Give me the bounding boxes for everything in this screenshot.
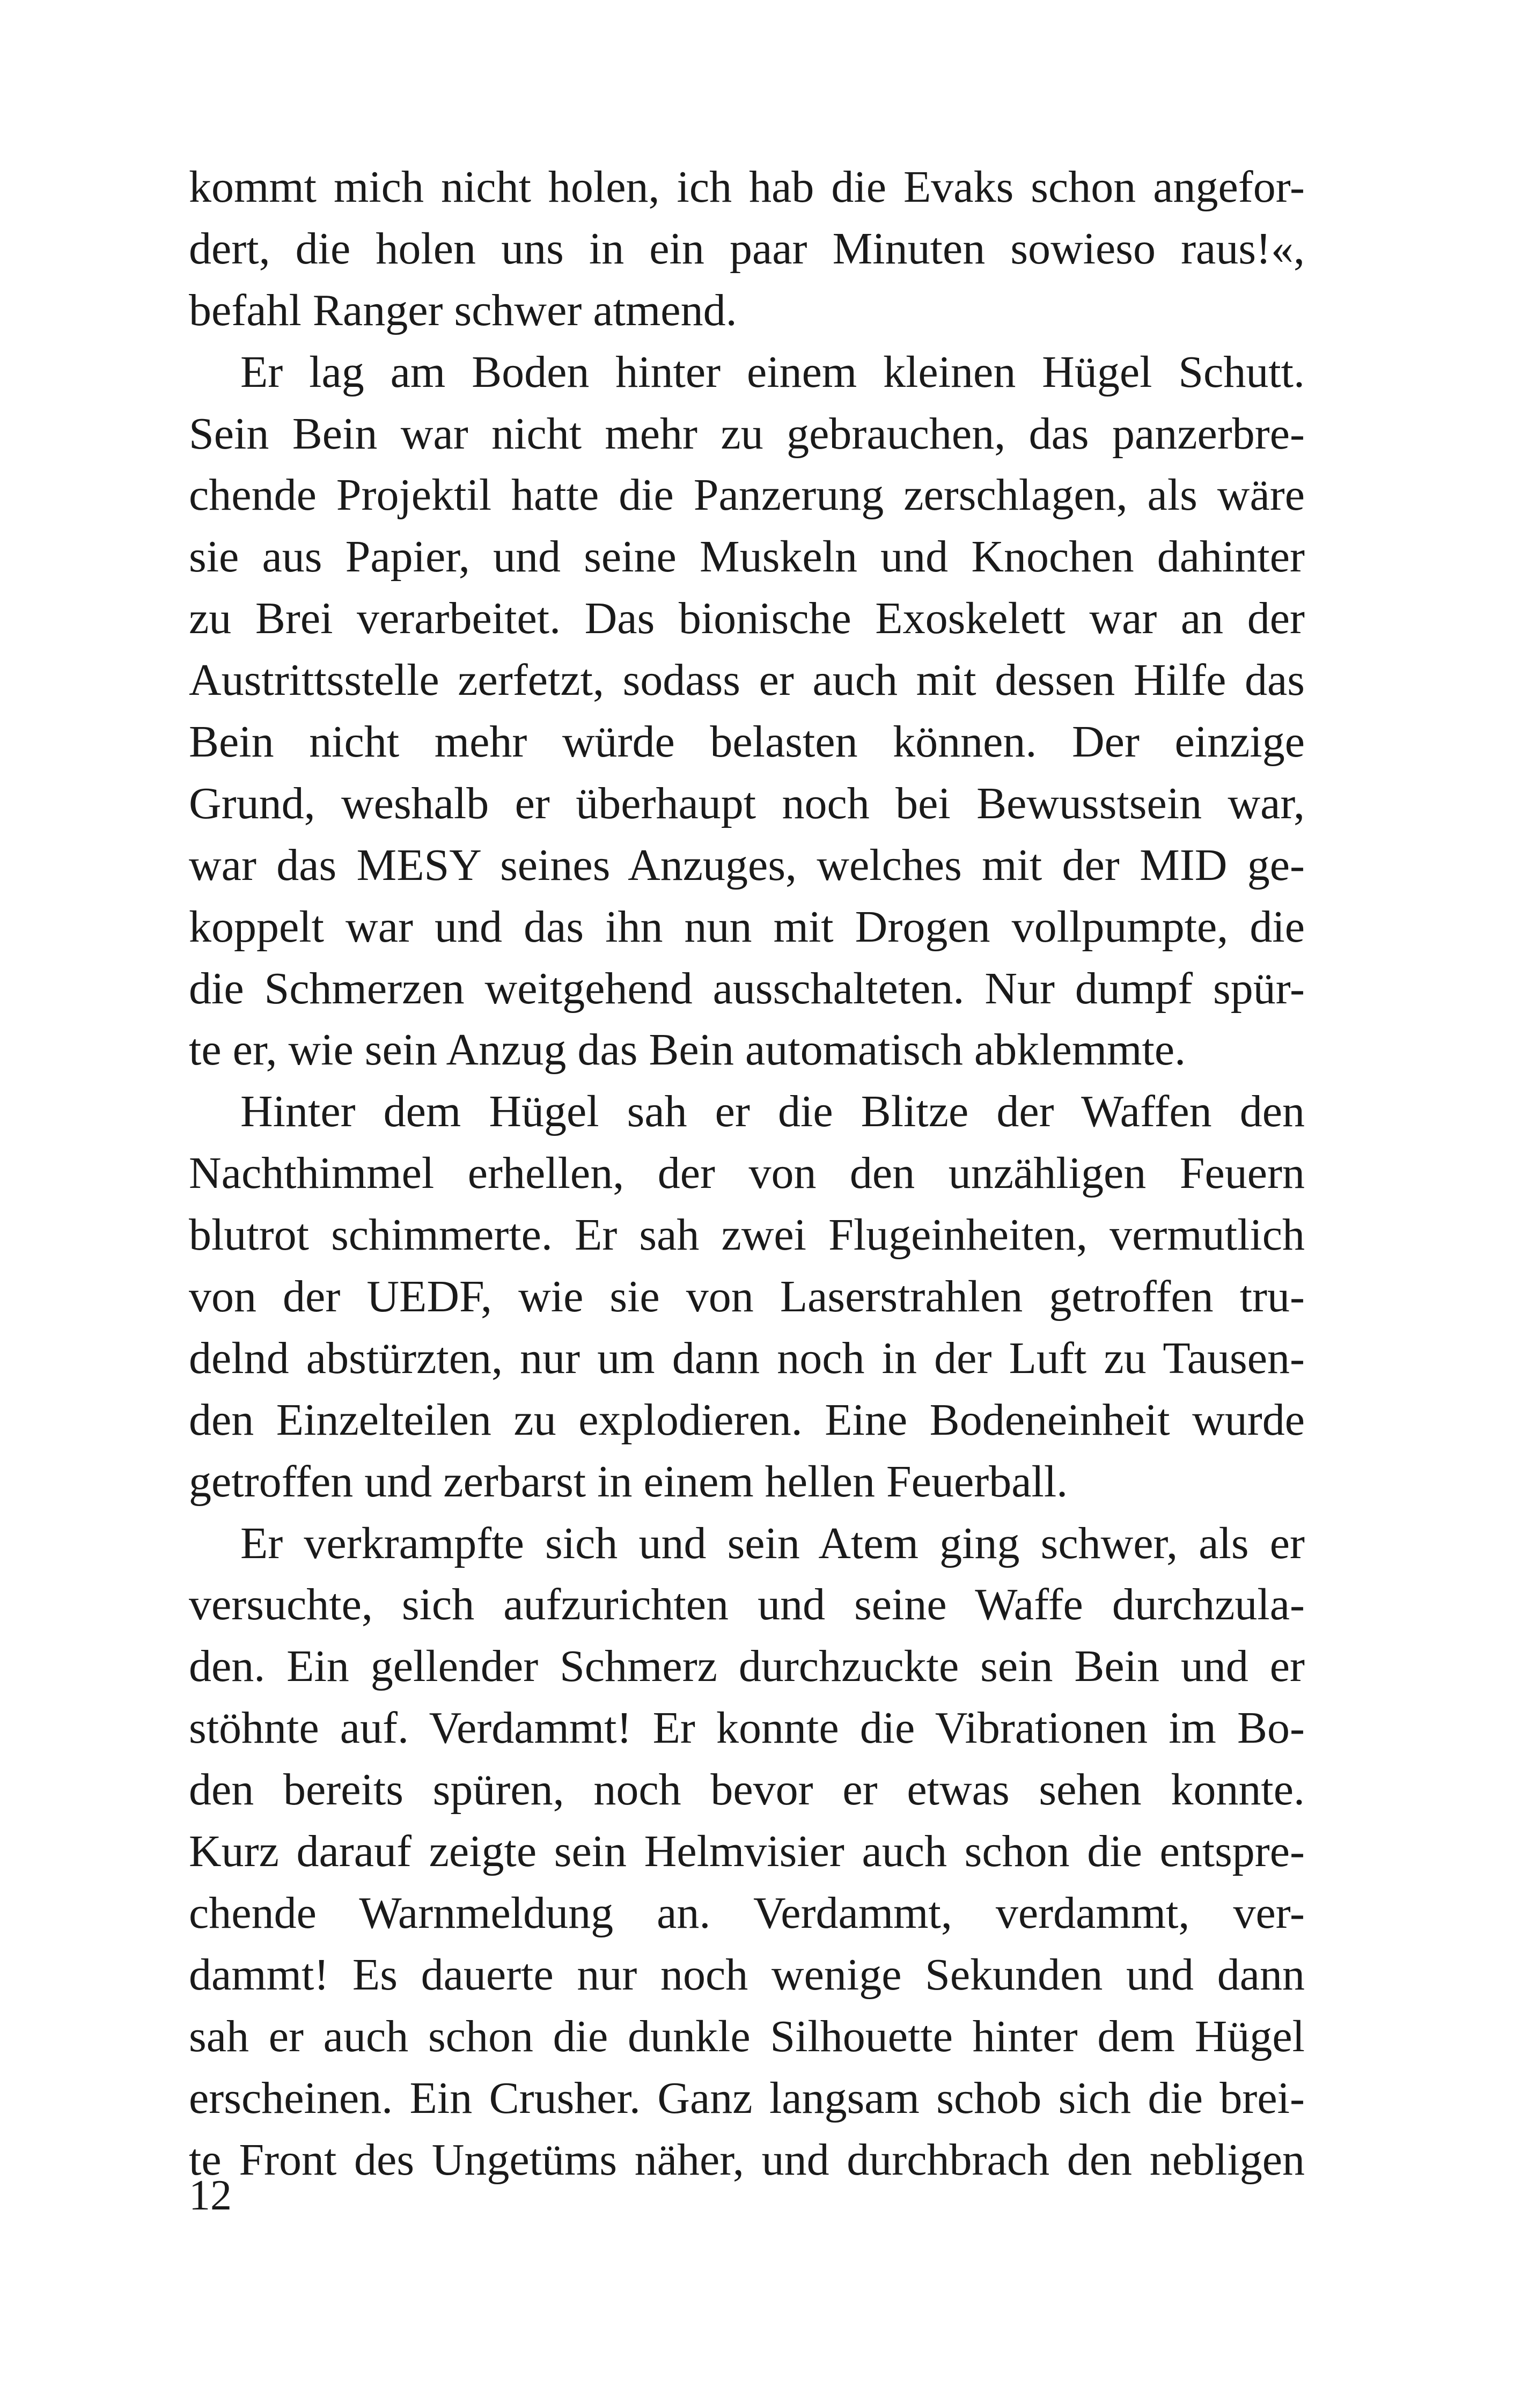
text-line: te er, wie sein Anzug das Bein automatisch abklemmte. (189, 1025, 1186, 1075)
paragraph (189, 157, 1305, 342)
text-line: versuchte, sich aufzurichten und seine Waffe durchzula- (189, 1580, 1305, 1630)
paragraph (189, 342, 1305, 1082)
text-line: dammt! Es dauerte nur noch wenige Sekunden und dann (189, 1949, 1305, 2000)
text-line: erscheinen. Ein Crusher. Ganz langsam schob sich die brei- (189, 2073, 1305, 2123)
text-line: Kurz darauf zeigte sein Helmvisier auch schon die entspre- (189, 1826, 1305, 1877)
page-number: 12 (189, 2172, 232, 2219)
text-line: getroffen und zerbarst in einem hellen Feuerball. (189, 1456, 1068, 1507)
text-line: den Einzelteilen zu explodieren. Eine Bodeneinheit wurde (189, 1394, 1305, 1445)
text-line: befahl Ranger schwer atmend. (189, 285, 737, 335)
text-line: sie aus Papier, und seine Muskeln und Knochen dahinter (189, 532, 1305, 582)
text-line: Hinter dem Hügel sah er die Blitze der Waffen den (240, 1086, 1305, 1137)
text-line: sah er auch schon die dunkle Silhouette hinter dem Hügel (189, 2011, 1305, 2061)
paragraph (189, 1081, 1305, 1513)
text-line: te Front des Ungetüms näher, und durchbrach den nebligen (189, 2134, 1305, 2185)
text-line: den. Ein gellender Schmerz durchzuckte sein Bein und er (189, 1641, 1305, 1692)
text-line: den bereits spüren, noch bevor er etwas sehen konnte. (189, 1765, 1305, 1815)
text-line: stöhnte auf. Verdammt! Er konnte die Vibrationen im Bo- (189, 1703, 1305, 1753)
body-text (189, 157, 1305, 2191)
paragraph (189, 1513, 1305, 2191)
text-line: Austrittsstelle zerfetzt, sodass er auch mit dessen Hilfe das (189, 655, 1305, 706)
text-line: Sein Bein war nicht mehr zu gebrauchen, das panzerbre- (189, 408, 1305, 459)
text-line: von der UEDF, wie sie von Laserstrahlen getroffen tru- (189, 1272, 1305, 1322)
text-line: Bein nicht mehr würde belasten können. Der einzige (189, 717, 1305, 767)
text-line: Er lag am Boden hinter einem kleinen Hügel Schutt. (240, 347, 1305, 397)
text-line: blutrot schimmerte. Er sah zwei Flugeinheiten, vermutlich (189, 1210, 1305, 1260)
text-line: die Schmerzen weitgehend ausschalteten. Nur dumpf spür- (189, 963, 1305, 1014)
text-line: Er verkrampfte sich und sein Atem ging schwer, als er (240, 1518, 1305, 1568)
text-line: dert, die holen uns in ein paar Minuten sowieso raus!«, (189, 223, 1305, 274)
text-line: Grund, weshalb er überhaupt noch bei Bewusstsein war, (189, 778, 1305, 828)
text-line: kommt mich nicht holen, ich hab die Evaks schon angefor- (189, 162, 1305, 212)
text-line: delnd abstürzten, nur um dann noch in der Luft zu Tausen- (189, 1333, 1305, 1383)
text-line: Nachthimmel erhellen, der von den unzähligen Feuern (189, 1148, 1305, 1199)
text-line: war das MESY seines Anzuges, welches mit der MID ge- (189, 840, 1305, 890)
text-line: koppelt war und das ihn nun mit Drogen vollpumpte, die (189, 901, 1305, 952)
text-line: zu Brei verarbeitet. Das bionische Exoskelett war an der (189, 593, 1305, 644)
text-line: chende Projektil hatte die Panzerung zerschlagen, als wäre (189, 470, 1305, 520)
text-line: chende Warnmeldung an. Verdammt, verdammt, ver- (189, 1888, 1305, 1938)
